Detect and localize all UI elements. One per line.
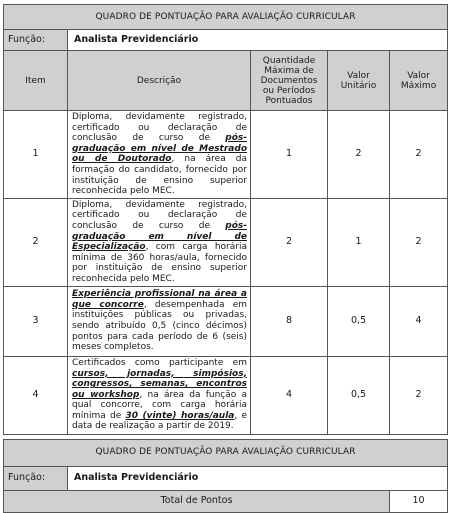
row-item: 4 <box>4 356 68 434</box>
header-row <box>4 51 448 111</box>
funcao-value: Analista Previdenciário <box>68 30 448 51</box>
row-valor-unitario: 2 <box>328 111 390 199</box>
description-text: Certificados como participante em <box>72 357 247 368</box>
summary-title: QUADRO DE PONTUAÇÃO PARA AVALIAÇÃO CURRICULAR <box>4 439 448 466</box>
table-row <box>4 111 448 199</box>
description-text: Diploma, devidamente registrado, certificado ou declaração de conclusão de curso de <box>72 199 247 231</box>
table-row <box>4 198 448 286</box>
summary-funcao-row <box>4 466 448 490</box>
description-text: , e data de realização a partir de 2019. <box>72 410 247 432</box>
header-quantidade: Quantidade Máxima de Documentos ou Períodos Pontuados <box>251 51 328 111</box>
summary-funcao-value: Analista Previdenciário <box>68 466 448 490</box>
row-description <box>68 198 251 286</box>
header-descricao: Descrição <box>68 51 251 111</box>
funcao-row <box>4 30 448 51</box>
description-emphasis: 30 (vinte) horas/aula <box>125 410 235 421</box>
row-item: 3 <box>4 286 68 356</box>
row-valor-maximo: 2 <box>390 111 448 199</box>
table-row <box>4 286 448 356</box>
description-text: , na área da função a qual concorre, com carga horária mínima de <box>72 389 247 421</box>
row-item: 1 <box>4 111 68 199</box>
description-text: , na área da formação do candidato, fornecido por instituição de ensino superior reconhecida pelo MEC. <box>72 154 247 197</box>
summary-funcao-label: Função: <box>4 466 68 490</box>
row-valor-unitario: 0,5 <box>328 356 390 434</box>
scoring-table-document <box>3 4 447 513</box>
row-valor-maximo: 4 <box>390 286 448 356</box>
description-emphasis: pós-graduação em nível de Mestrado ou de Doutorado <box>72 133 247 165</box>
row-description <box>68 286 251 356</box>
row-quantidade: 8 <box>251 286 328 356</box>
funcao-label: Função: <box>4 30 68 51</box>
row-valor-maximo: 2 <box>390 198 448 286</box>
row-description <box>68 356 251 434</box>
table-row <box>4 356 448 434</box>
header-valor-unitario: Valor Unitário <box>328 51 390 111</box>
description-emphasis: cursos, jornadas, simpósios, congressos, semanas, encontros ou workshop <box>72 368 247 400</box>
row-valor-maximo: 2 <box>390 356 448 434</box>
description-emphasis: Experiência profissional na área a que concorre <box>72 289 247 310</box>
row-item: 2 <box>4 198 68 286</box>
header-item: Item <box>4 51 68 111</box>
row-quantidade: 4 <box>251 356 328 434</box>
description-emphasis: pós-graduação em nível de Especialização <box>72 220 247 253</box>
scoring-table <box>3 4 448 435</box>
total-label: Total de Pontos <box>4 490 390 512</box>
description-text: , desempenhada em instituições públicas ou privadas, sendo atribuído 0,5 (cinco décimos) pontos para cada período de 6 (seis) meses completos. <box>72 299 248 353</box>
total-row <box>4 490 448 512</box>
row-valor-unitario: 1 <box>328 198 390 286</box>
description-text: Diploma, devidamente registrado, certificado ou declaração de conclusão de curso de <box>72 112 247 144</box>
table-title-row <box>4 5 448 30</box>
header-valor-maximo: Valor Máximo <box>390 51 448 111</box>
total-value: 10 <box>390 490 448 512</box>
row-description <box>68 111 251 199</box>
summary-title-row <box>4 439 448 466</box>
description-text: , com carga horária mínima de 360 horas/aula, fornecido por instituição de ensino superior reconhecida pelo MEC. <box>72 242 247 284</box>
row-valor-unitario: 0,5 <box>328 286 390 356</box>
summary-table <box>3 439 448 513</box>
table-title: QUADRO DE PONTUAÇÃO PARA AVALIAÇÃO CURRICULAR <box>4 5 448 30</box>
row-quantidade: 2 <box>251 198 328 286</box>
row-quantidade: 1 <box>251 111 328 199</box>
